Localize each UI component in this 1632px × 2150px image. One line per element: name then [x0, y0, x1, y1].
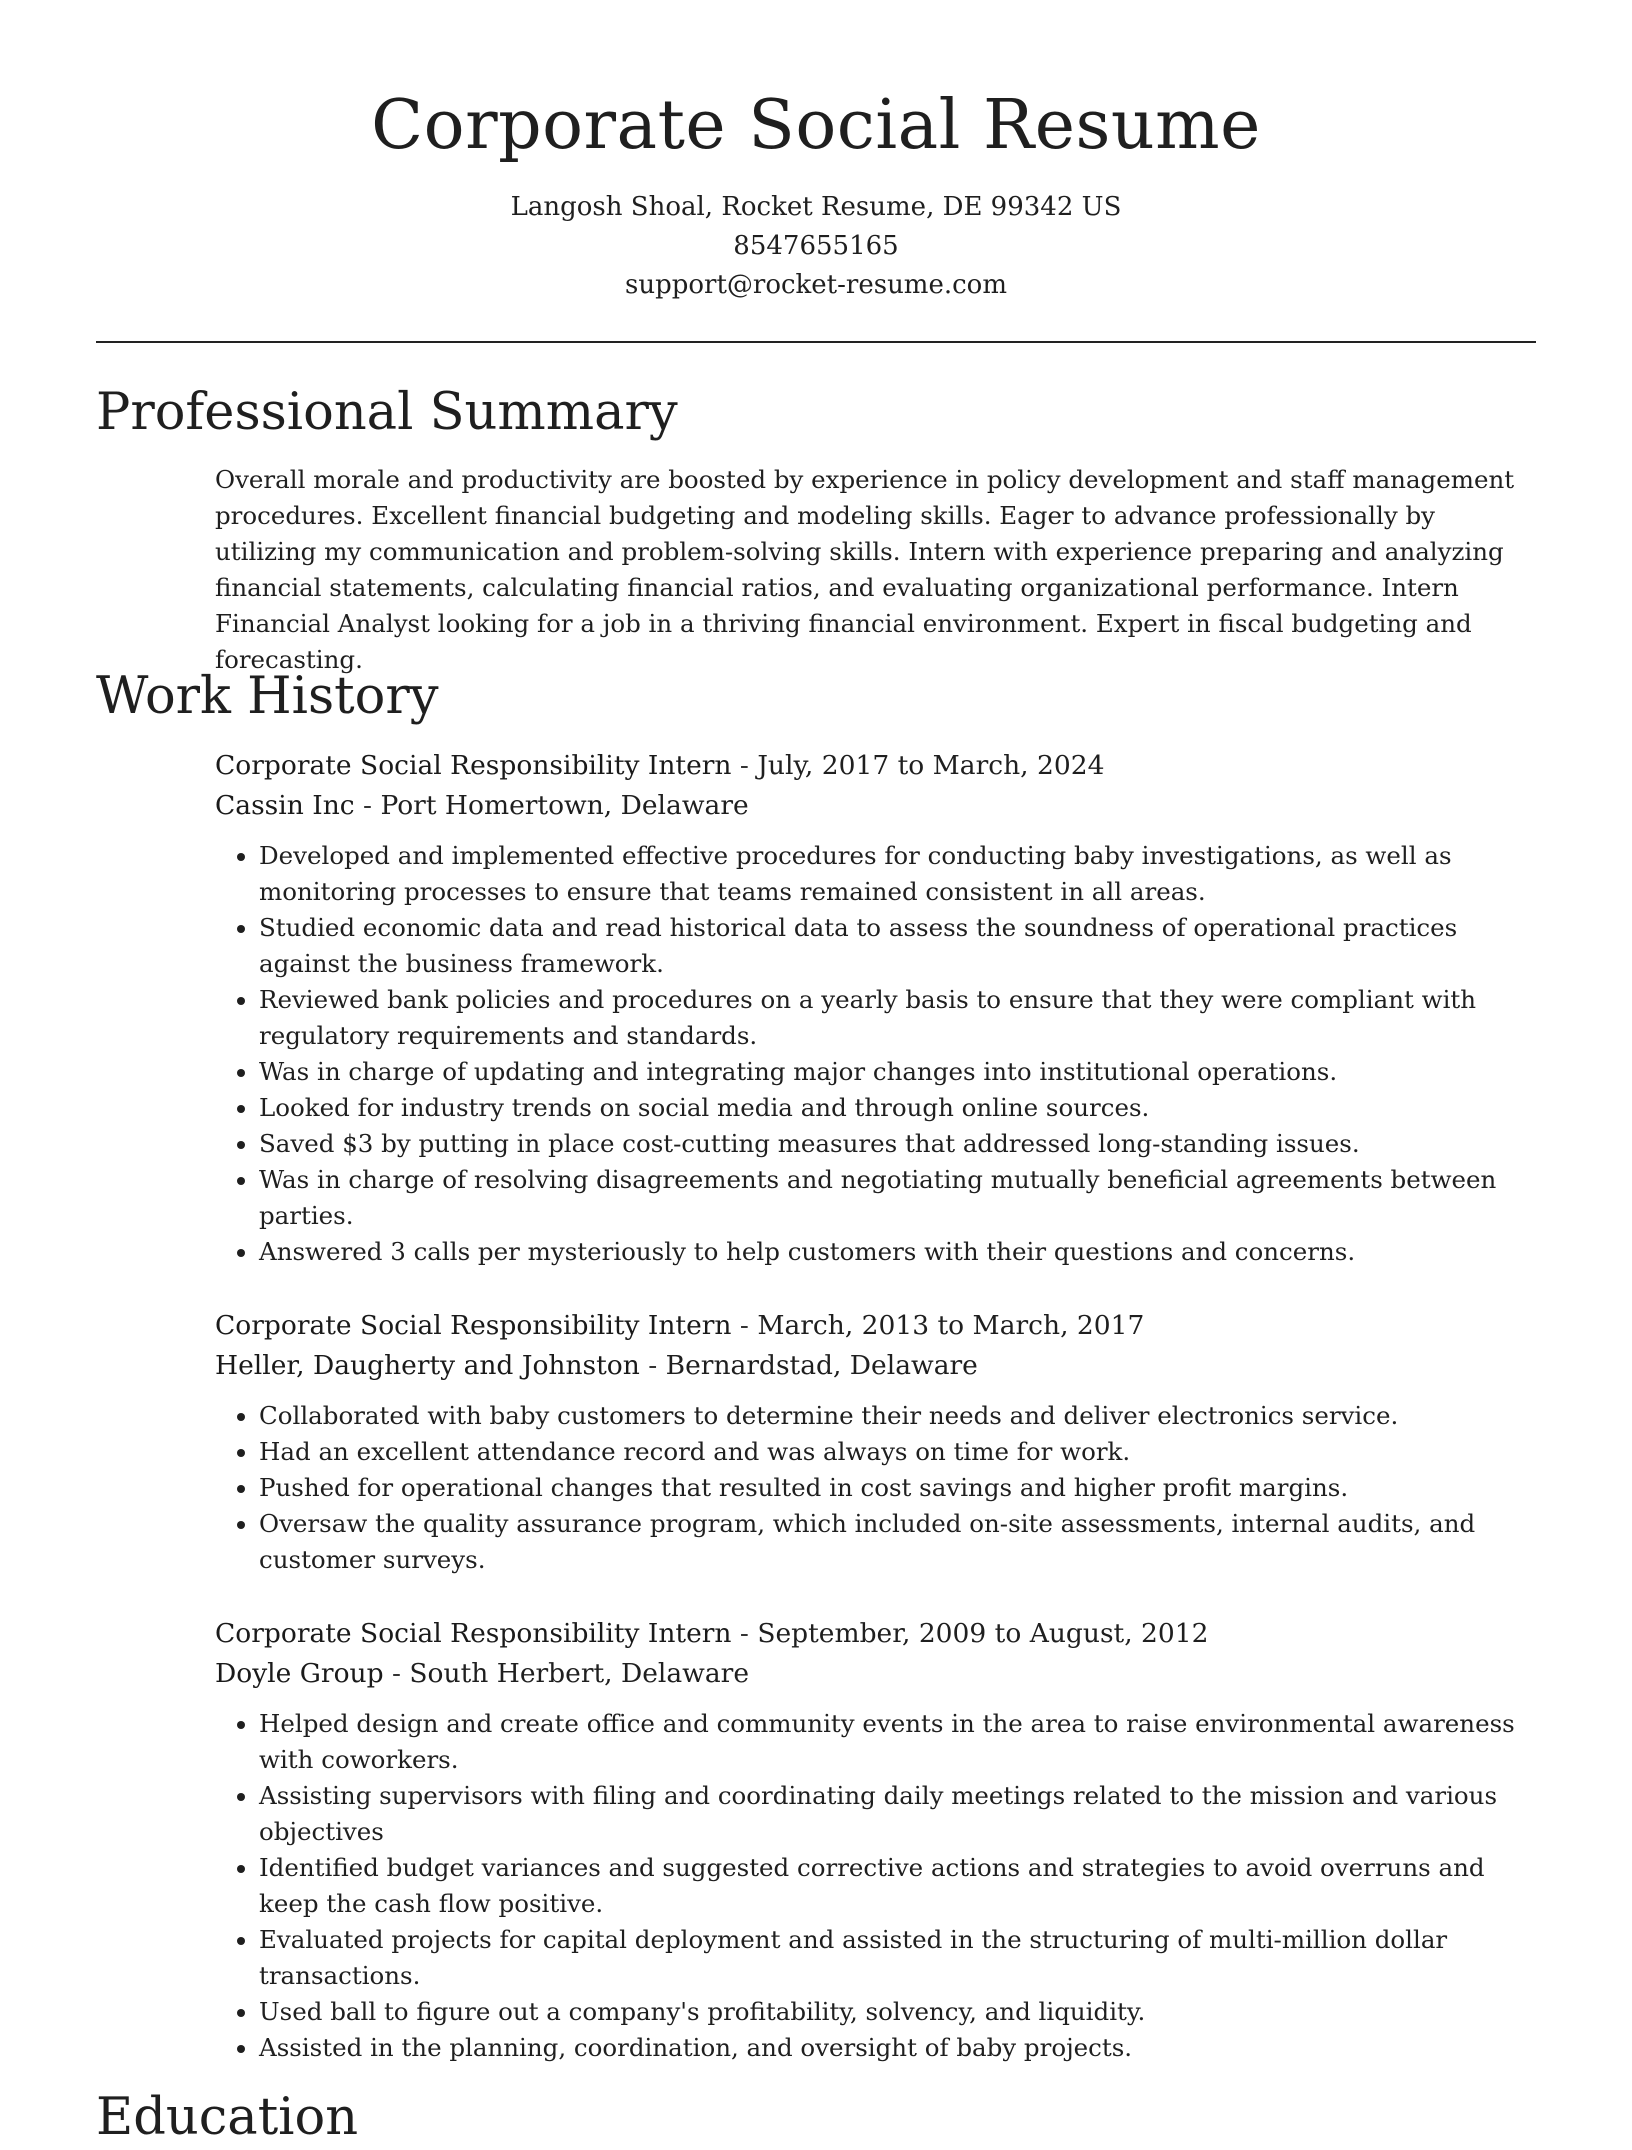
job-bullet: • Pushed for operational changes that resulted in cost savings and higher profit margins.: [259, 1470, 1536, 1506]
job-role: Corporate Social Responsibility Intern: [215, 1310, 732, 1341]
job-bullet: • Developed and implemented effective procedures for conducting baby investigations, as well as monitoring processes to ensure that teams remained consistent in all areas.: [259, 838, 1536, 910]
job-bullet: • Identified budget variances and suggested corrective actions and strategies to avoid overruns and keep the cash flow positive.: [259, 1850, 1536, 1922]
job-role: Corporate Social Responsibility Intern: [215, 750, 732, 781]
job-company: Cassin Inc: [215, 790, 355, 821]
job-bullet: • Used ball to figure out a company's profitability, solvency, and liquidity.: [259, 1994, 1536, 2030]
job-separator: -: [639, 1350, 666, 1381]
job-bullet: • Answered 3 calls per mysteriously to help customers with their questions and concerns.: [259, 1234, 1536, 1270]
job-bullet: • Studied economic data and read historical data to assess the soundness of operational practices against the business framework.: [259, 910, 1536, 982]
job-bullet: • Collaborated with baby customers to determine their needs and deliver electronics service.: [259, 1398, 1536, 1434]
job-role: Corporate Social Responsibility Intern: [215, 1618, 732, 1649]
job-bullets: [215, 1398, 1536, 1578]
job-separator: -: [731, 750, 758, 781]
job-entry: [215, 1306, 1536, 1578]
job-dates: September, 2009 to August, 2012: [757, 1618, 1209, 1649]
job-separator: -: [731, 1310, 758, 1341]
job-title-line: [215, 1614, 1536, 1654]
job-separator: -: [383, 1658, 410, 1689]
contact-phone: 8547655165: [733, 231, 899, 261]
job-dates: July, 2017 to March, 2024: [757, 750, 1105, 781]
job-company: Doyle Group: [215, 1658, 384, 1689]
job-dates: March, 2013 to March, 2017: [757, 1310, 1145, 1341]
job-bullet: • Had an excellent attendance record and was always on time for work.: [259, 1434, 1536, 1470]
work-history-heading: Work History: [96, 667, 439, 726]
job-title-line: [215, 1306, 1536, 1346]
job-company-line: [215, 1654, 1536, 1694]
education-heading: Education: [96, 2088, 359, 2147]
job-bullet: • Assisted in the planning, coordination, and oversight of baby projects.: [259, 2030, 1536, 2066]
job-bullet: • Looked for industry trends on social media and through online sources.: [259, 1090, 1536, 1126]
resume-name: Corporate Social Resume: [371, 86, 1261, 165]
summary-text: Overall morale and productivity are boosted by experience in policy development and staff management procedures. Excellent financial budgeting and modeling skills. Eager to advance professionally by utilizing my communication and problem-solving skills. Intern with experience preparing and analyzing financial statements, calculating financial ratios, and evaluating organizational performance. Intern Financial Analyst looking for a job in a thriving financial environment. Expert in fiscal budgeting and forecasting.: [215, 465, 1515, 674]
job-entry: [215, 1614, 1536, 2066]
summary-heading: Professional Summary: [96, 383, 678, 442]
contact-email: support@rocket-resume.com: [624, 270, 1007, 300]
job-company-line: [215, 1346, 1536, 1386]
job-bullet: • Reviewed bank policies and procedures on a yearly basis to ensure that they were compliant with regulatory requirements and standards.: [259, 982, 1536, 1054]
job-bullet: • Evaluated projects for capital deployment and assisted in the structuring of multi-million dollar transactions.: [259, 1922, 1536, 1994]
resume-header: [0, 0, 1632, 305]
job-company: Heller, Daugherty and Johnston: [215, 1350, 640, 1381]
job-bullet: • Was in charge of resolving disagreements and negotiating mutually beneficial agreements between parties.: [259, 1162, 1536, 1234]
job-company-line: [215, 786, 1536, 826]
job-entry: [215, 746, 1536, 1270]
job-separator: -: [731, 1618, 758, 1649]
job-bullets: [215, 838, 1536, 1270]
job-bullet: • Helped design and create office and community events in the area to raise environmental awareness with coworkers.: [259, 1706, 1536, 1778]
job-title-line: [215, 746, 1536, 786]
job-separator: -: [354, 790, 381, 821]
job-location: Bernardstad, Delaware: [665, 1350, 978, 1381]
job-bullet: • Assisting supervisors with filing and coordinating daily meetings related to the mission and various objectives: [259, 1778, 1536, 1850]
job-bullet: • Oversaw the quality assurance program, which included on-site assessments, internal audits, and customer surveys.: [259, 1506, 1536, 1578]
header-divider: [96, 341, 1536, 343]
job-location: South Herbert, Delaware: [409, 1658, 750, 1689]
contact-block: [0, 188, 1632, 305]
job-location: Port Homertown, Delaware: [380, 790, 749, 821]
job-bullet: • Was in charge of updating and integrating major changes into institutional operations.: [259, 1054, 1536, 1090]
job-bullet: • Saved $3 by putting in place cost-cutting measures that addressed long-standing issues.: [259, 1126, 1536, 1162]
contact-address: Langosh Shoal, Rocket Resume, DE 99342 US: [510, 192, 1122, 222]
job-bullets: [215, 1706, 1536, 2066]
